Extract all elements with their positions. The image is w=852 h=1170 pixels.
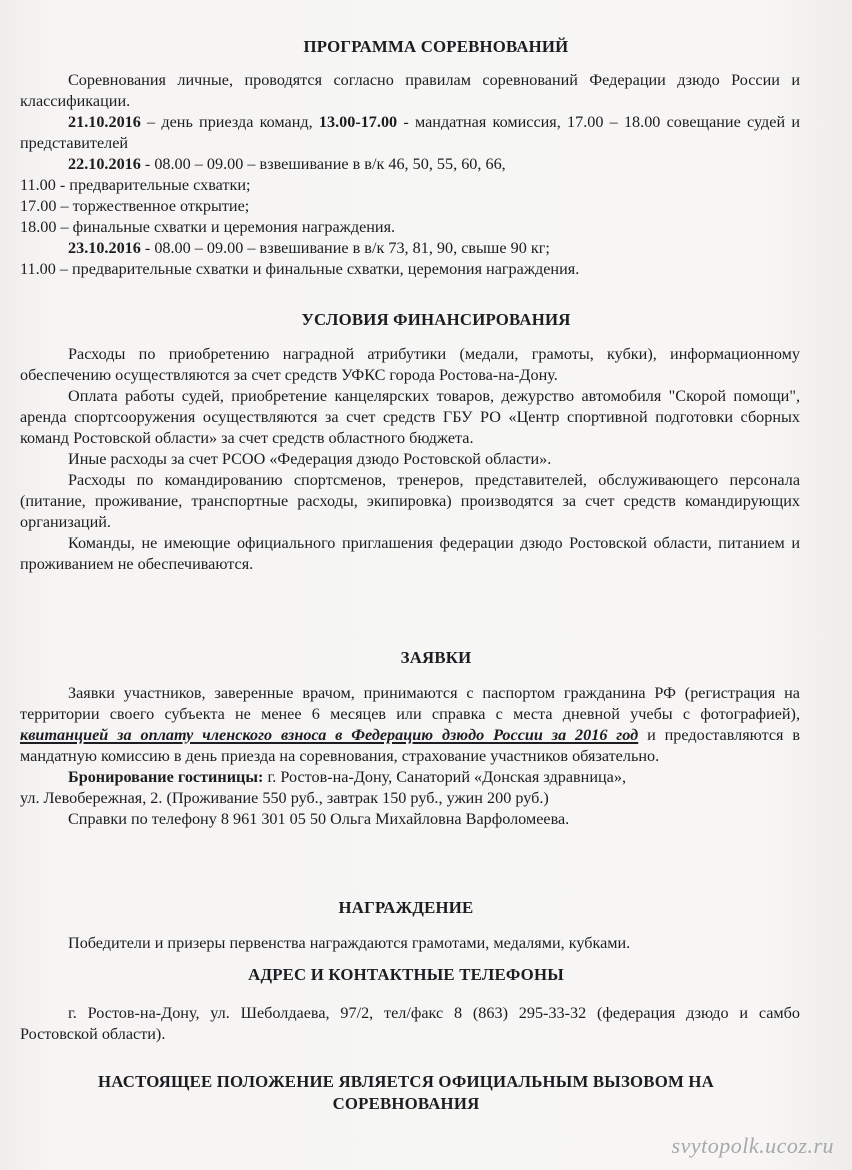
day2-line2: 17.00 – торжественное открытие;	[20, 197, 250, 215]
day1-text1: – день приезда команд,	[140, 113, 319, 131]
applications-p1	[20, 683, 800, 767]
day3-text: - 08.00 – 09.00 – взвешивание в в/к 73, 81, 90, свыше 90 кг;	[140, 239, 550, 257]
address-text: г. Ростов-на-Дону, ул. Шеболдаева, 97/2, тел/факс 8 (863) 295-33-32 (федерация дзюдо и самбо Ростовской области).	[20, 1004, 800, 1043]
hotel-line2: ул. Левобережная, 2. (Проживание 550 руб., завтрак 150 руб., ужин 200 руб.)	[20, 789, 549, 807]
day1-text2: - мандатная комиссия, 17.00 – 18.00 совещание судей и представителей	[20, 113, 800, 152]
day2-line1: 11.00 - предварительные схватки;	[20, 176, 251, 194]
hotel-line	[20, 767, 800, 788]
day2-text: - 08.00 – 09.00 – взвешивание в в/к 46, 50, 55, 60, 66,	[140, 155, 506, 173]
day3-date: 23.10.2016	[68, 239, 141, 257]
awards-section	[20, 933, 800, 954]
finance-title: УСЛОВИЯ ФИНАНСИРОВАНИЯ	[301, 310, 571, 329]
phone-line: Справки по телефону 8 961 301 05 50 Ольга Михайловна Варфоломеева.	[68, 810, 570, 828]
applications-p1-b: и предоставляются в мандатную комиссию в день приезда на соревнования, страхование участников обязательно.	[20, 726, 800, 765]
program-day1	[20, 112, 800, 154]
closing-line2: СОРЕВНОВАНИЯ	[332, 1094, 480, 1113]
applications-p1-a: Заявки участников, заверенные врачом, принимаются с паспортом гражданина РФ (регистрация на территории своего субъекта не менее 6 месяцев или справка с места дневной учебы с фотографией),	[20, 684, 800, 723]
day1-date: 21.10.2016	[68, 113, 141, 131]
program-section	[20, 70, 800, 280]
applications-title: ЗАЯВКИ	[400, 648, 472, 667]
program-day2	[20, 154, 800, 175]
program-title: ПРОГРАММА СОРЕВНОВАНИЙ	[303, 37, 569, 56]
membership-fee-note: квитанцией за оплату членского взноса в Федерацию дзюдо России за 2016 год	[20, 726, 639, 744]
finance-p3: Иные расходы за счет РСОО «Федерация дзюдо Ростовской области».	[68, 450, 552, 468]
day2-line3: 18.00 – финальные схватки и церемония награждения.	[20, 218, 396, 236]
finance-p2: Оплата работы судей, приобретение канцелярских товаров, дежурство автомобиля "Скорой помощи", аренда спортсооружения осуществляются за счет средств ГБУ РО «Центр спортивной подготовки сборных команд Ростовской области» за счет средств областного бюджета.	[20, 387, 800, 447]
closing-statement	[0, 1071, 812, 1115]
awards-title: НАГРАЖДЕНИЕ	[338, 898, 474, 917]
closing-line1: НАСТОЯЩЕЕ ПОЛОЖЕНИЕ ЯВЛЯЕТСЯ ОФИЦИАЛЬНЫМ ВЫЗОВОМ НА	[98, 1072, 714, 1091]
program-intro: Соревнования личные, проводятся согласно правилам соревнований Федерации дзюдо России и классификации.	[20, 71, 800, 110]
address-title: АДРЕС И КОНТАКТНЫЕ ТЕЛЕФОНЫ	[248, 965, 564, 984]
awards-text: Победители и призеры первенства награждаются грамотами, медалями, кубками.	[68, 934, 631, 952]
finance-p5: Команды, не имеющие официального приглашения федерации дзюдо Ростовской области, питанием и проживанием не обеспечиваются.	[20, 534, 800, 573]
day3-line1: 11.00 – предварительные схватки и финальные схватки, церемония награждения.	[20, 260, 580, 278]
day2-date: 22.10.2016	[68, 155, 141, 173]
program-day3	[20, 238, 800, 259]
finance-p4: Расходы по командированию спортсменов, тренеров, представителей, обслуживающего персонала (питание, проживание, транспортные расходы, экипировка) производятся за счет средств командирующих организаций.	[20, 471, 800, 531]
finance-p1: Расходы по приобретению наградной атрибутики (медали, грамоты, кубки), информационному обеспечению осуществляются за счет средств УФКС города Ростова-на-Дону.	[20, 345, 800, 384]
finance-section	[20, 344, 800, 575]
hotel-text: г. Ростов-на-Дону, Санаторий «Донская здравница»,	[263, 768, 626, 786]
day1-time: 13.00-17.00	[318, 113, 398, 131]
applications-section	[20, 683, 800, 830]
hotel-label: Бронирование гостиницы:	[68, 768, 264, 786]
watermark: svytopolk.ucoz.ru	[671, 1133, 834, 1158]
address-section	[20, 1003, 800, 1045]
